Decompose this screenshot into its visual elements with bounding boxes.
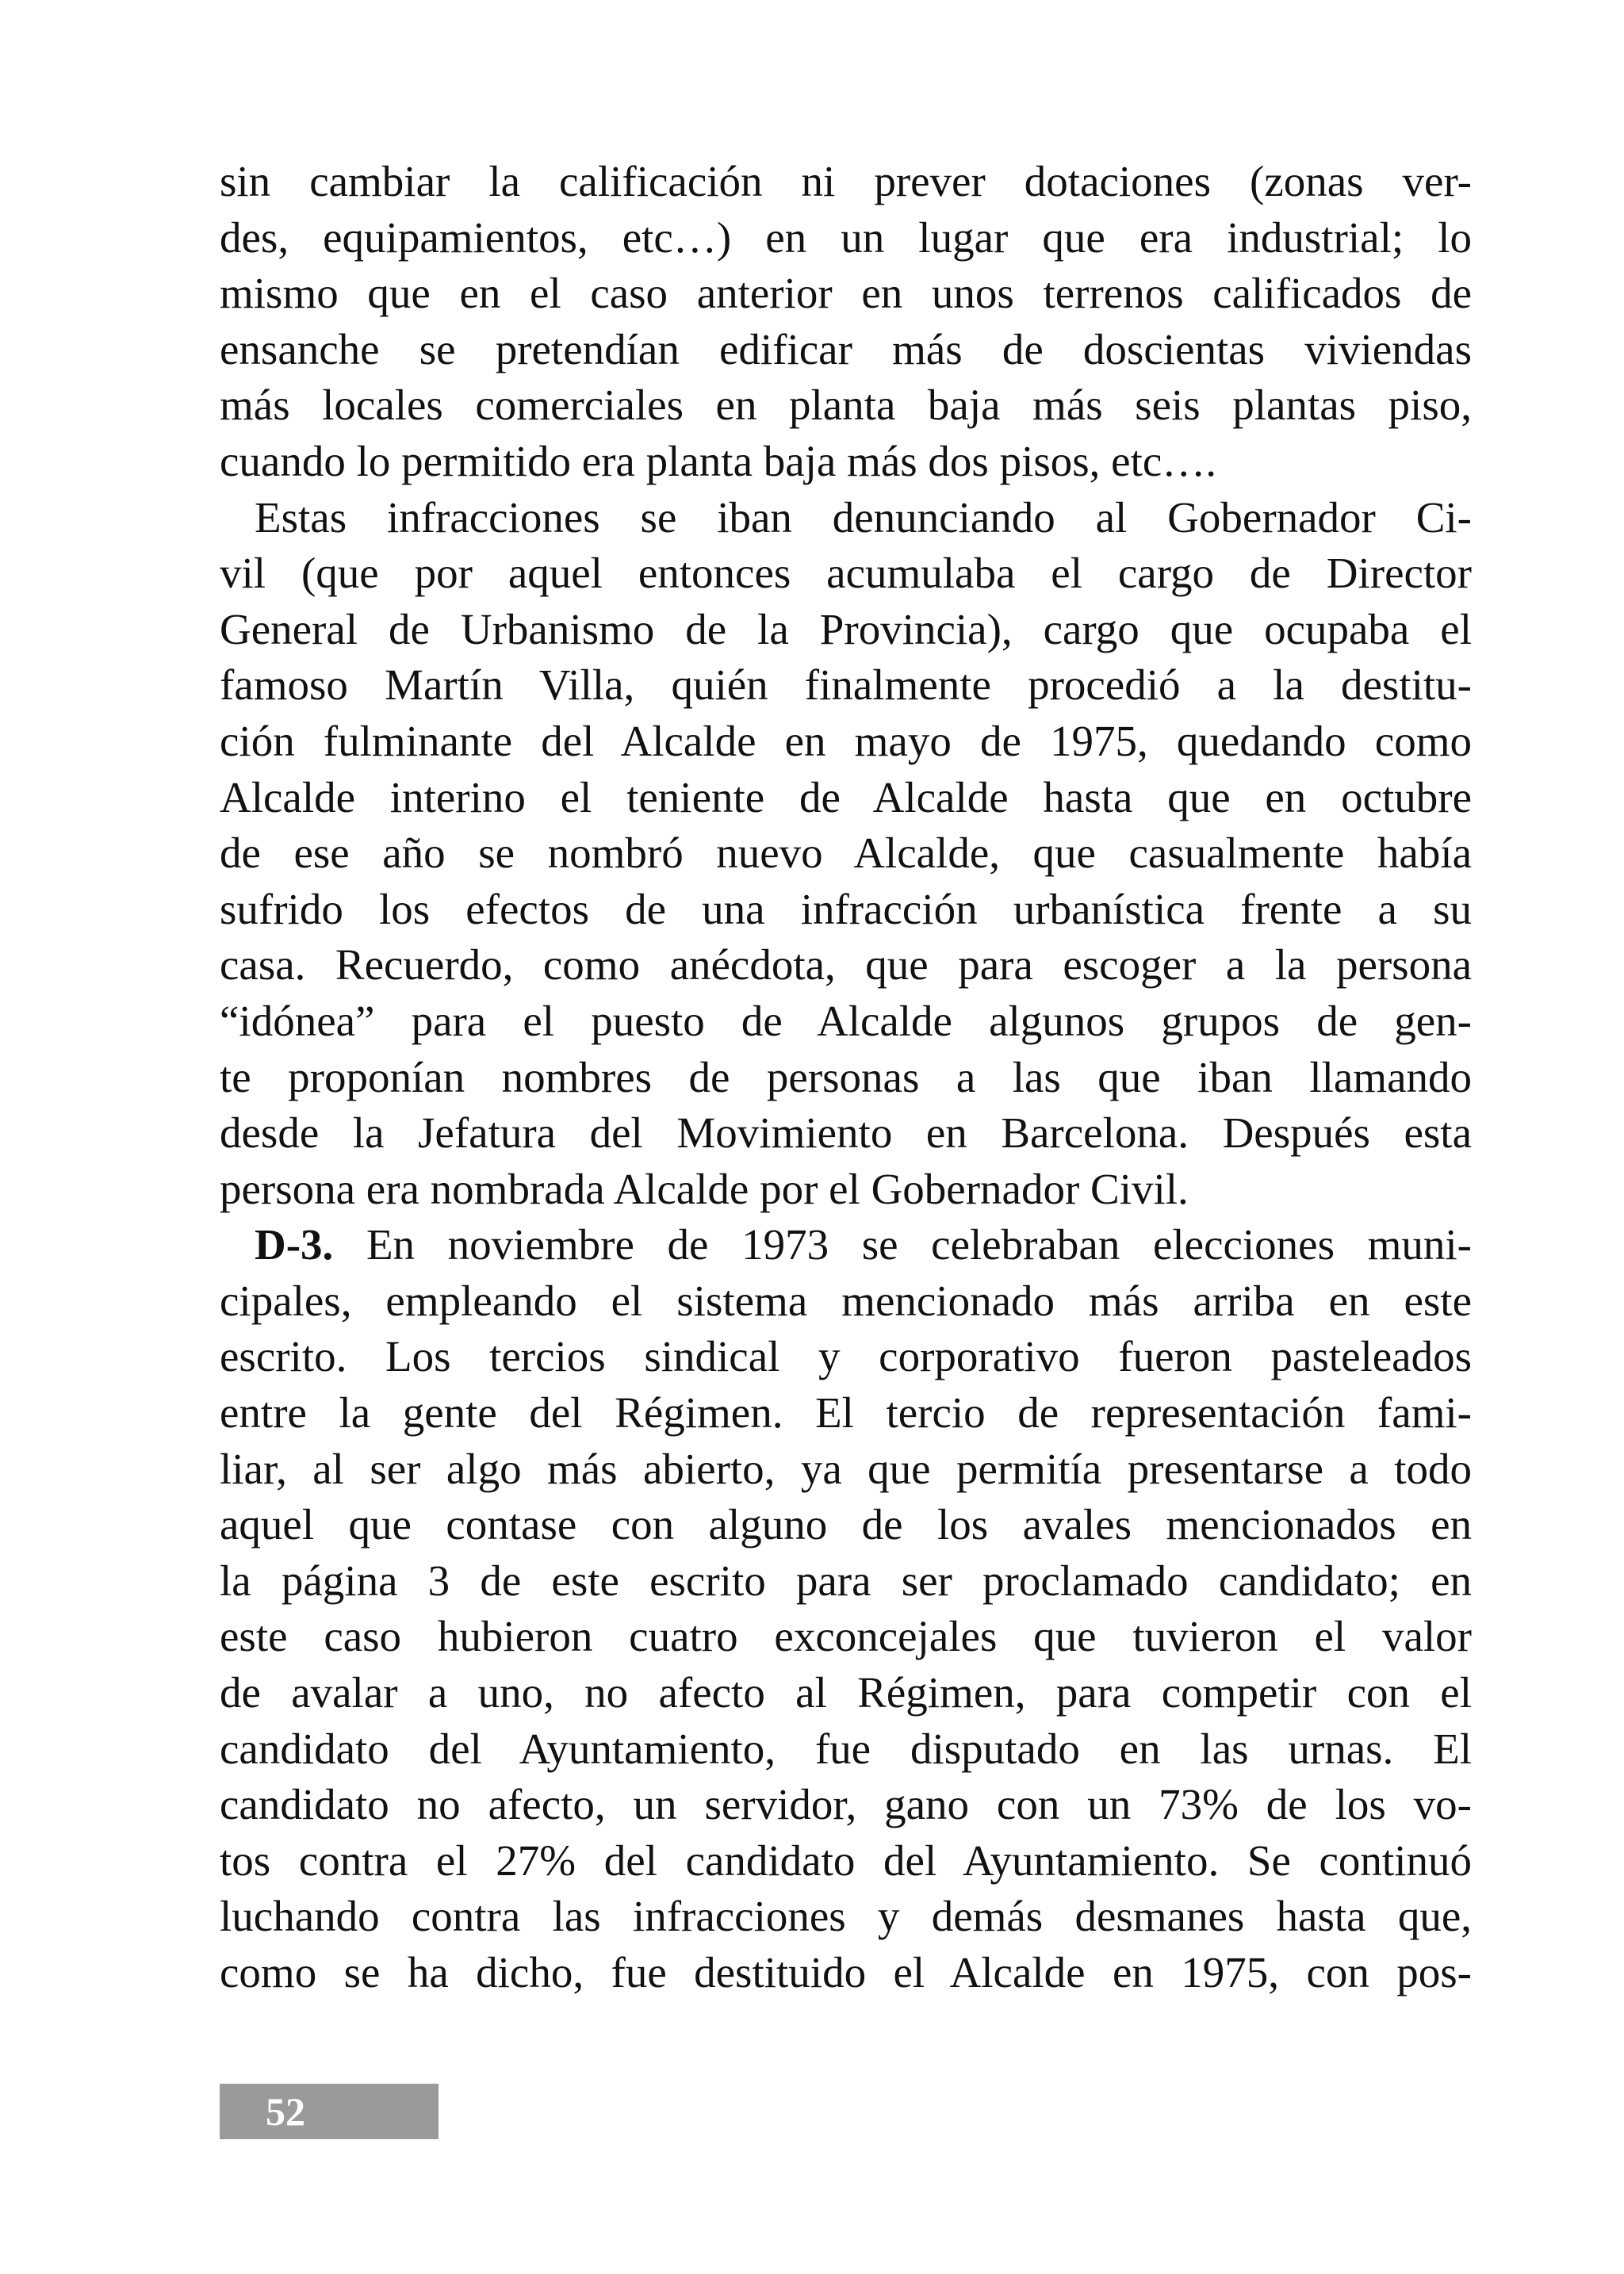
text-line: más locales comerciales en planta baja más seis plantas piso, (220, 381, 1472, 430)
text-line: famoso Martín Villa, quién finalmente procedió a la destitu- (220, 660, 1472, 710)
text-line: aquel que contase con alguno de los avales mencionados en (220, 1500, 1472, 1549)
text-line: la página 3 de este escrito para ser proclamado candidato; en (220, 1556, 1472, 1605)
text-line: te proponían nombres de personas a las que iban llamando (220, 1052, 1472, 1101)
text-line: sin cambiar la calificación ni prever dotaciones (zonas ver- (220, 157, 1472, 205)
text-line: mismo que en el caso anterior en unos terrenos calificados de (220, 269, 1472, 318)
text-line: Alcalde interino el teniente de Alcalde hasta que en octubre (220, 772, 1472, 821)
text-line: Estas infracciones se iban denunciando al Gobernador Ci- (255, 492, 1472, 542)
text-line: persona era nombrada Alcalde por el Gobernador Civil. (220, 1164, 1189, 1213)
text-line: ción fulminante del Alcalde en mayo de 1975, quedando como (220, 716, 1472, 765)
text-line (220, 1217, 1472, 1273)
text-line: cuando lo permitido era planta baja más dos pisos, etc…. (220, 436, 1217, 485)
text-line: candidato no afecto, un servidor, gano con un 73% de los vo- (220, 1780, 1472, 1829)
text-line: General de Urbanismo de la Provincia), cargo que ocupaba el (220, 604, 1472, 653)
text-line: sufrido los efectos de una infracción urbanística frente a su (220, 884, 1472, 933)
text-line: des, equipamientos, etc…) en un lugar que era industrial; lo (220, 212, 1472, 262)
body-text (220, 154, 1472, 2001)
text-line: ensanche se pretendían edificar más de doscientas viviendas (220, 324, 1472, 373)
text-line: de ese año se nombró nuevo Alcalde, que casualmente había (220, 829, 1472, 878)
text-line: cipales, empleando el sistema mencionado más arriba en este (220, 1276, 1472, 1325)
text-span: En noviembre de 1973 se celebraban elecciones muni- (333, 1220, 1472, 1269)
text-line: entre la gente del Régimen. El tercio de representación fami- (220, 1388, 1472, 1438)
text-line: luchando contra las infracciones y demás desmanes hasta que, (220, 1892, 1472, 1941)
text-line: tos contra el 27% del candidato del Ayuntamiento. Se continuó (220, 1836, 1472, 1885)
text-line: escrito. Los tercios sindical y corporativo fueron pasteleados (220, 1332, 1472, 1381)
text-line: desde la Jefatura del Movimiento en Barcelona. Después esta (220, 1108, 1472, 1158)
text-line: “idónea” para el puesto de Alcalde algunos grupos de gen- (220, 996, 1472, 1045)
text-line: liar, al ser algo más abierto, ya que permitía presentarse a todo (220, 1444, 1472, 1493)
page-number: 52 (266, 2089, 305, 2134)
text-line: como se ha dicho, fue destituido el Alcalde en 1975, con pos- (220, 1948, 1472, 1996)
section-label: D-3. (255, 1220, 334, 1269)
text-line: de avalar a uno, no afecto al Régimen, para competir con el (220, 1668, 1472, 1717)
page-number-tab (220, 2084, 439, 2139)
text-line: candidato del Ayuntamiento, fue disputado en las urnas. El (220, 1724, 1472, 1773)
text-line: este caso hubieron cuatro exconcejales que tuvieron el valor (220, 1612, 1472, 1661)
text-line: vil (que por aquel entonces acumulaba el cargo de Director (220, 549, 1472, 598)
text-line: casa. Recuerdo, como anécdota, que para escoger a la persona (220, 940, 1472, 990)
